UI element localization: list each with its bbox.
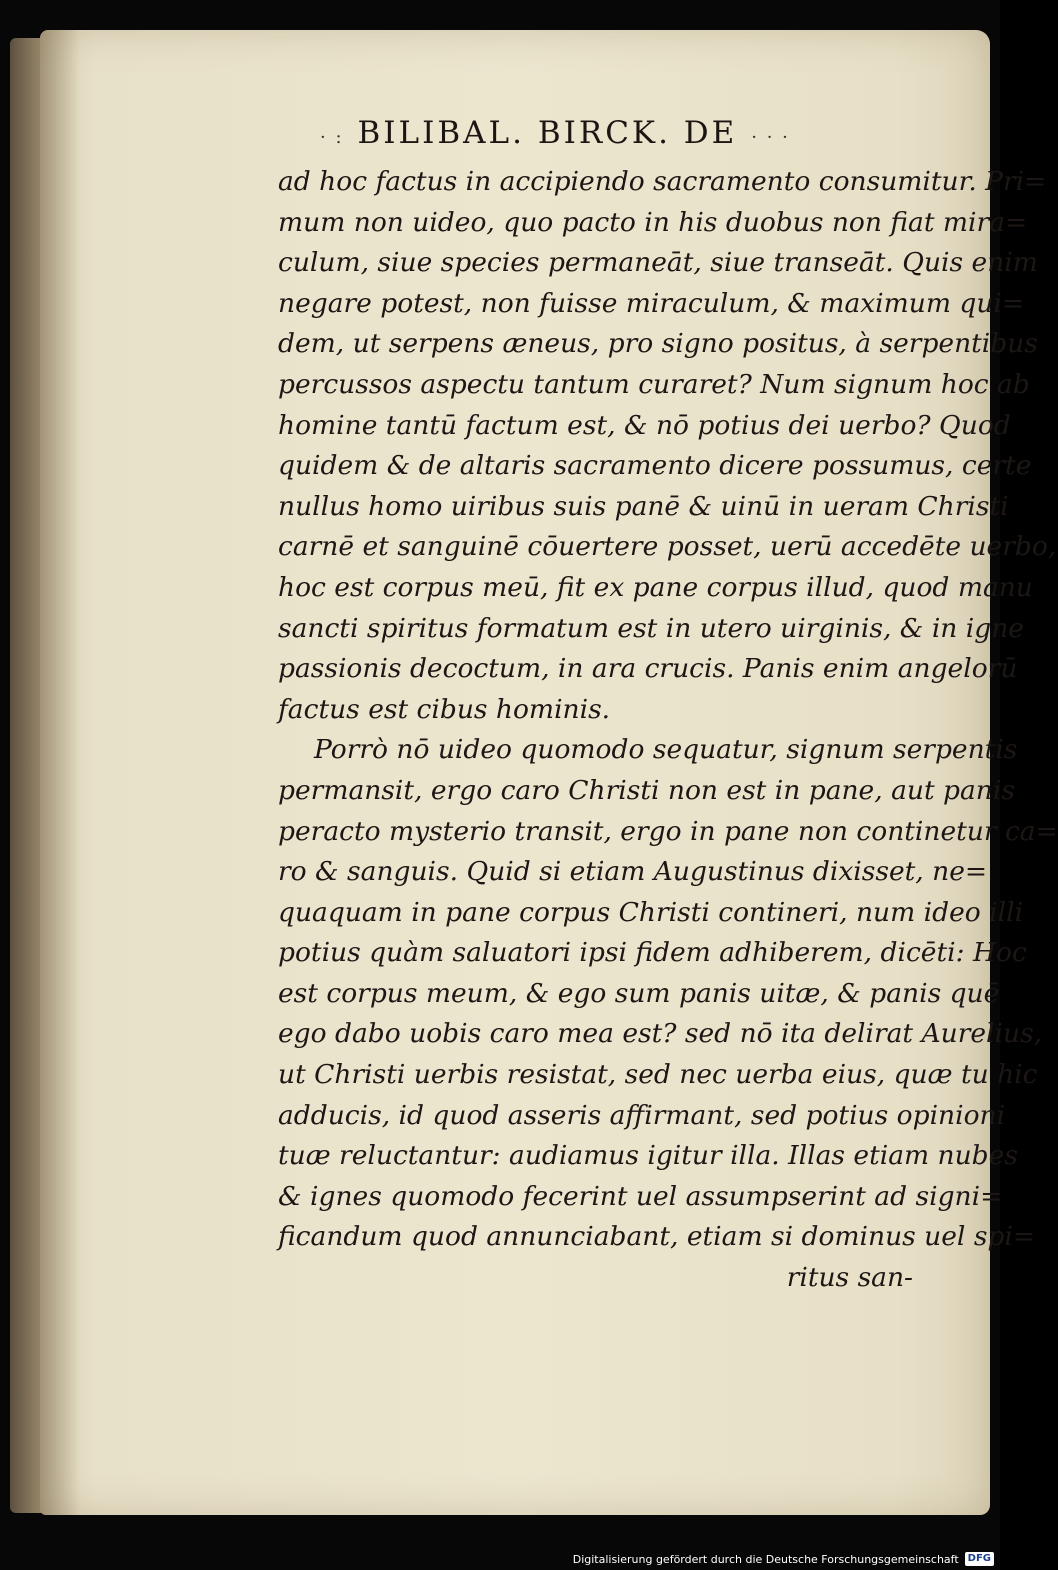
text-line: & ignes quomodo fecerint uel assumpserint ad signi= (278, 1180, 1003, 1212)
text-line: negare potest, non fuisse miraculum, & maximum qui= (278, 287, 1025, 319)
text-line: nullus homo uiribus suis panē & uinū in ueram Christi (278, 490, 1009, 522)
text-line: potius quàm saluatori ipsi fidem adhiberem, dicēti: Hoc (278, 937, 1027, 969)
text-line: carnē et sanguinē cōuertere posset, uerū accedēte uerbo, (278, 531, 1057, 563)
text-line: passionis decoctum, in ara crucis. Panis enim angelorū (278, 653, 1018, 685)
text-line: quaquam in pane corpus Christi contineri, num ideo illi (278, 896, 1024, 928)
text-line: ficandum quod annunciabant, etiam si dominus uel spi= (278, 1221, 1036, 1253)
funding-notice: Digitalisierung gefördert durch die Deutsche Forschungsgemeinschaft (572, 1552, 959, 1566)
text-line: sancti spiritus formatum est in utero uirginis, & in igne (278, 612, 1024, 644)
catchword-line: ritus san- (786, 1262, 913, 1294)
running-head-right-ornament: · · · (751, 127, 790, 148)
text-line: permansit, ergo caro Christi non est in pane, aut panis (278, 774, 1015, 806)
text-line: peracto mysterio transit, ergo in pane non continetur ca= (278, 815, 1058, 847)
running-head-title: BILIBAL. BIRCK. DE (357, 115, 738, 151)
text-line: quidem & de altaris sacramento dicere possumus, certe (278, 450, 1032, 482)
text-line: hoc est corpus meū, fit ex pane corpus illud, quod manu (278, 571, 1033, 603)
text-line: ut Christi uerbis resistat, sed nec uerba eius, quæ tu hic (278, 1059, 1038, 1091)
text-line: percussos aspectu tantum curaret? Num signum hoc ab (278, 368, 1030, 400)
text-line: ad hoc factus in accipiendo sacramento consumitur. Pri= (278, 166, 1047, 197)
running-head (320, 115, 880, 151)
text-line: ego dabo uobis caro mea est? sed nō ita delirat Aurelius, (278, 1018, 1043, 1050)
text-line: ro & sanguis. Quid si etiam Augustinus dixisset, ne= (278, 856, 988, 888)
text-line: mum non uideo, quo pacto in his duobus non fiat mira= (278, 206, 1028, 238)
text-line: est corpus meum, & ego sum panis uitæ, & panis quē (278, 977, 1000, 1009)
running-head-left-ornament: · : (320, 127, 344, 148)
paragraph-start-line: Porrò nō uideo quomodo sequatur, signum serpentis (314, 734, 1018, 766)
text-line: dem, ut serpens æneus, pro signo positus, à serpentibus (278, 328, 1038, 360)
text-line: homine tantū factum est, & nō potius dei uerbo? Quod (278, 409, 1011, 441)
text-line: tuæ reluctantur: audiamus igitur illa. Illas etiam nubes (278, 1140, 1018, 1172)
text-line: culum, siue species permaneāt, siue transeāt. Quis enim (278, 247, 1038, 279)
dfg-logo-icon: DFG (965, 1552, 994, 1566)
text-line: adducis, id quod asseris affirmant, sed potius opinioni (278, 1099, 1006, 1131)
body-text (278, 162, 1058, 1299)
text-line: factus est cibus hominis. (278, 693, 611, 725)
digitization-footer (0, 1548, 1000, 1570)
